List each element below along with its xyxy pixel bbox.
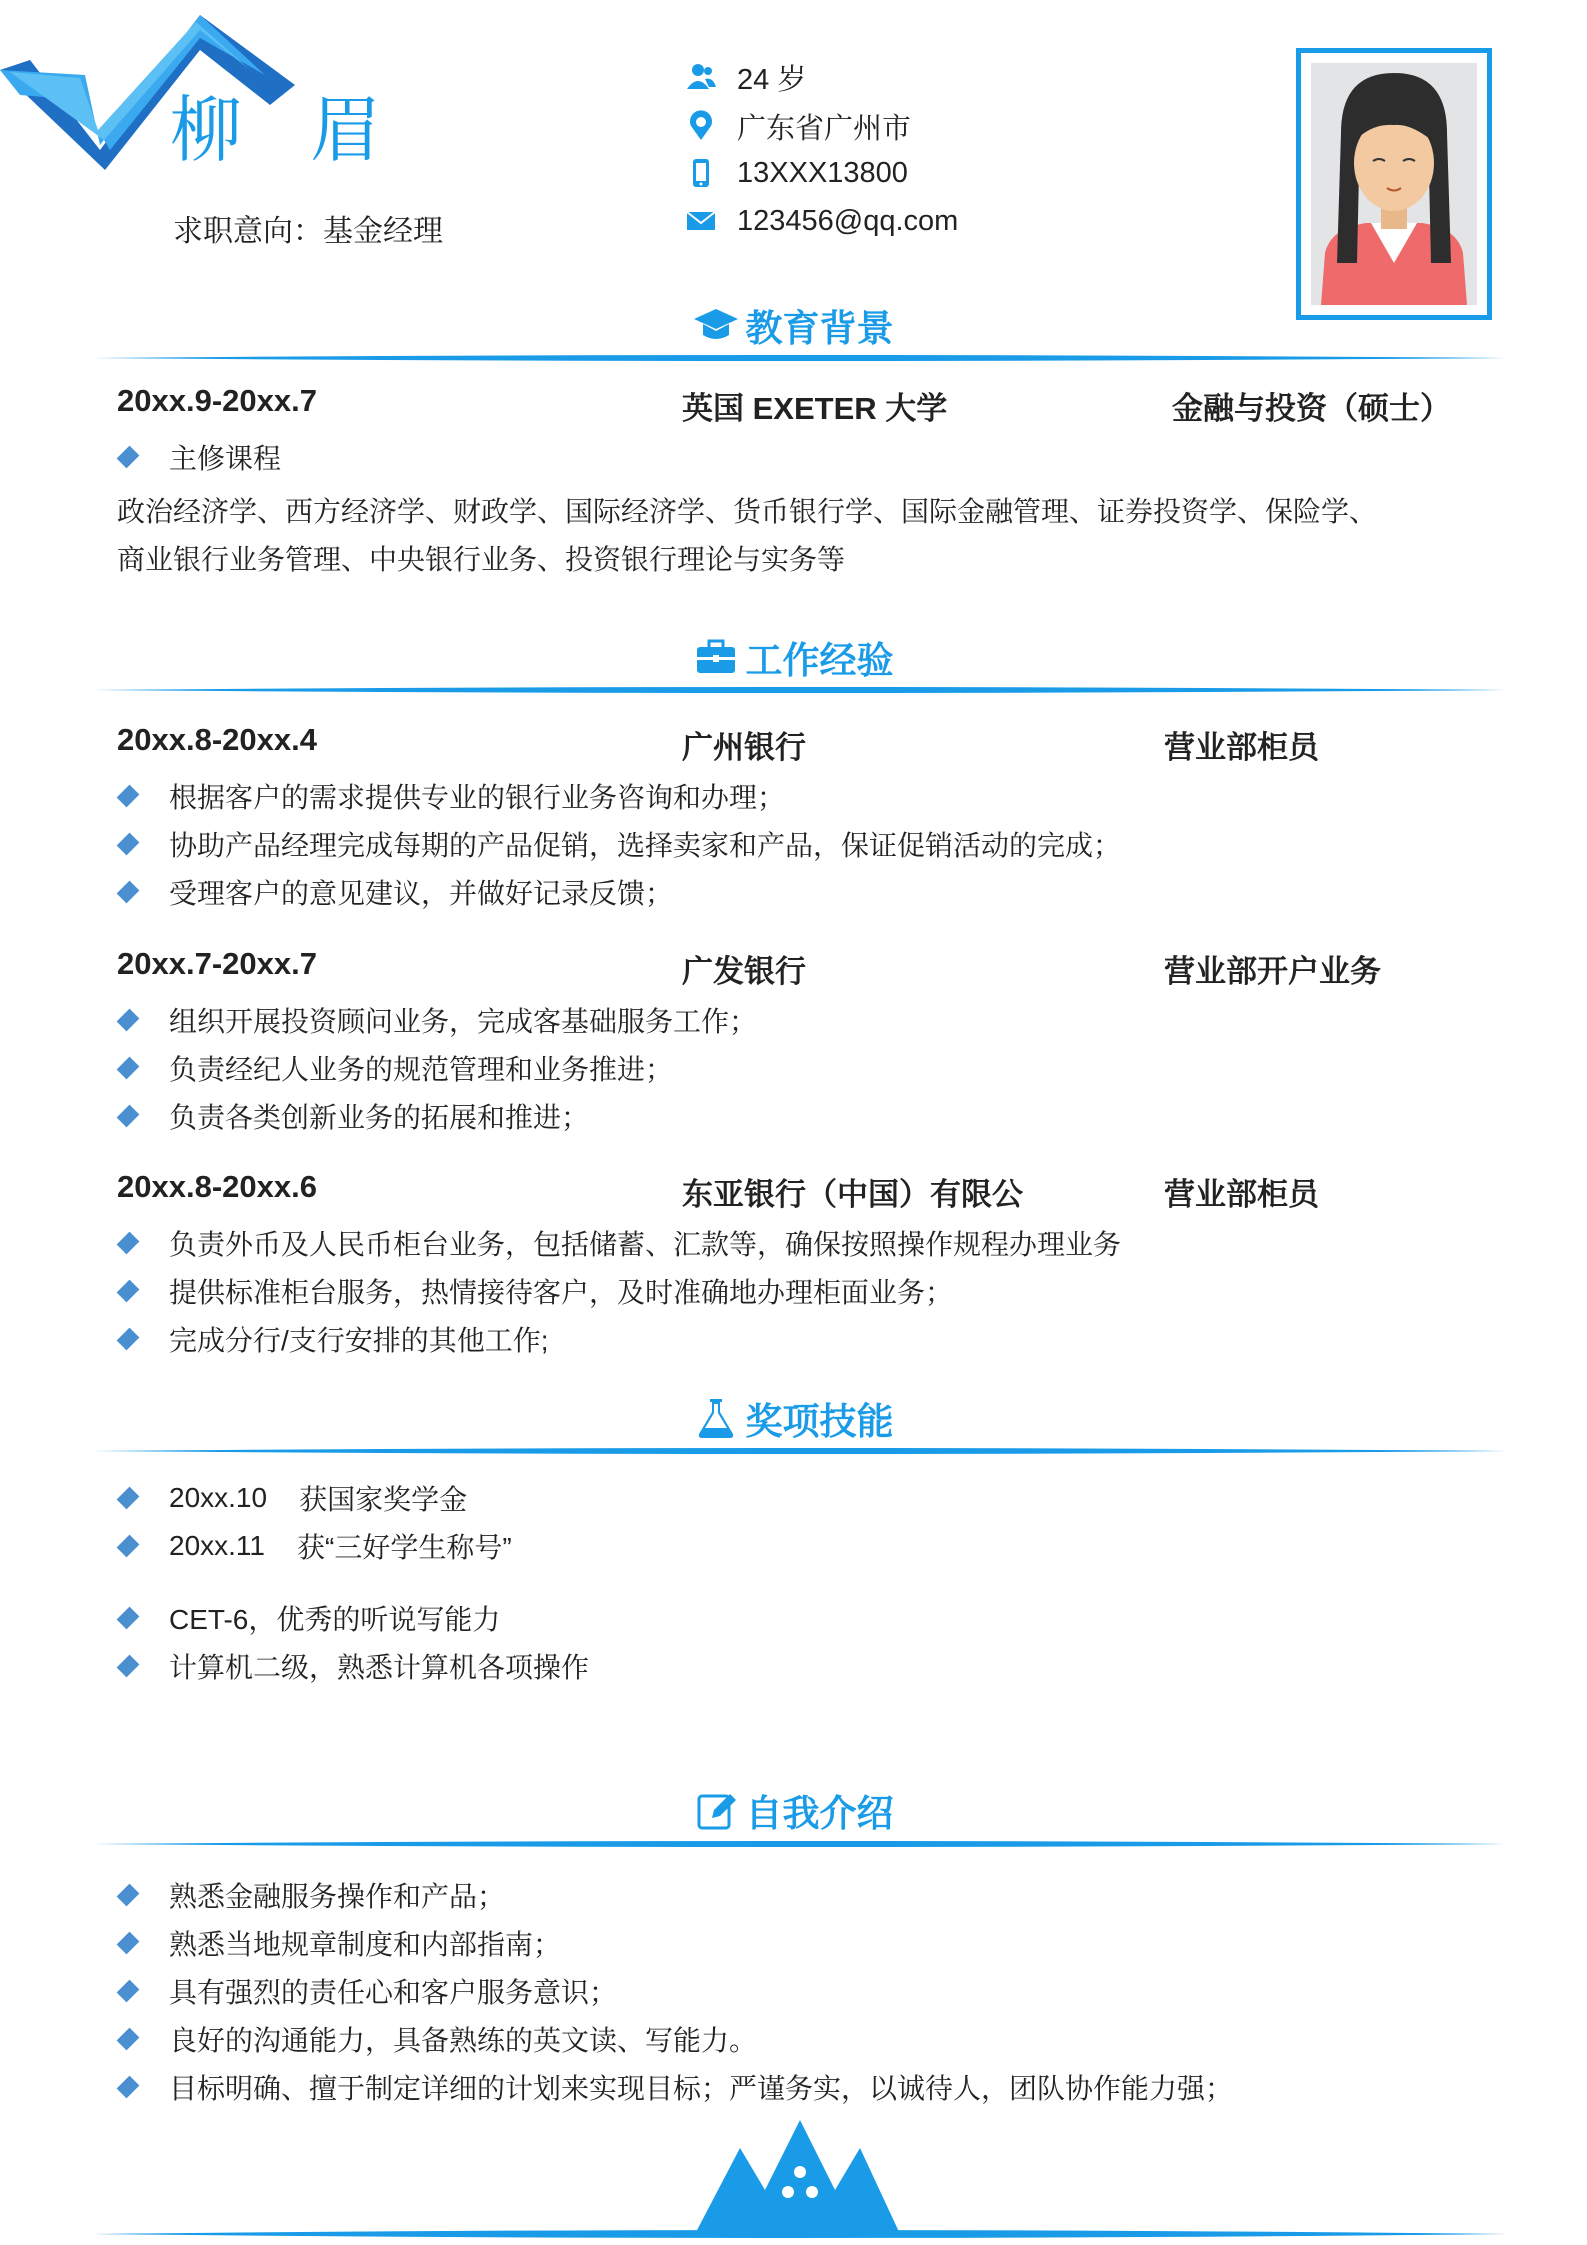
contact-email-text: 123456@qq.com [737, 204, 959, 237]
job-row [117, 946, 1497, 990]
award-date: 20xx.10 [169, 1482, 268, 1513]
award-text: 获“三好学生称号” [297, 1532, 512, 1563]
diamond-bullet-icon [117, 1280, 140, 1303]
diamond-bullet-icon [117, 2076, 140, 2099]
footer-mountains [0, 2100, 1587, 2245]
job-period: 20xx.8-20xx.6 [117, 1169, 317, 1204]
job-intent [173, 206, 443, 250]
job-duty: 负责经纪人业务的规范管理和业务推进； [169, 1054, 674, 1085]
user-icon [685, 61, 717, 93]
list-item [117, 1644, 589, 1688]
job-role: 营业部开户业务 [1164, 954, 1381, 989]
diamond-bullet-icon [117, 446, 140, 469]
self-intro-text: 熟悉当地规章制度和内部指南； [169, 1929, 562, 1960]
section-divider [92, 354, 1507, 362]
diamond-bullet-icon [117, 1932, 140, 1955]
job-row [117, 1169, 1497, 1213]
avatar-illustration [1311, 63, 1477, 305]
list-item [117, 1921, 561, 1965]
job-company: 广发银行 [682, 954, 806, 989]
profile-photo [1296, 48, 1492, 320]
diamond-bullet-icon [117, 2028, 140, 2051]
briefcase-icon [694, 635, 738, 679]
flask-icon [694, 1396, 738, 1440]
job-duty: 负责外币及人民币柜台业务，包括储蓄、汇款等，确保按照操作规程办理业务 [169, 1229, 1122, 1260]
phone-icon [685, 157, 717, 189]
job-company: 东亚银行（中国）有限公 [682, 1177, 1023, 1212]
list-item [117, 1873, 505, 1917]
diamond-bullet-icon [117, 1232, 140, 1255]
diamond-bullet-icon [117, 1105, 140, 1128]
contact-phone [685, 151, 908, 195]
list-item [117, 1969, 617, 2013]
list-item [117, 1094, 589, 1138]
diamond-bullet-icon [117, 1009, 140, 1032]
job-period: 20xx.8-20xx.4 [117, 722, 317, 757]
list-item [117, 1269, 953, 1313]
contact-location-text: 广东省广州市 [737, 112, 912, 145]
diamond-bullet-icon [117, 1607, 140, 1630]
section-title-awards [0, 1393, 1587, 1443]
self-intro-text: 良好的沟通能力，具备熟练的英文读、写能力。 [169, 2025, 758, 2056]
job-company: 广州银行 [682, 730, 806, 765]
list-item [117, 435, 281, 479]
list-item [117, 2017, 757, 2061]
diamond-bullet-icon [117, 1328, 140, 1351]
education-major: 金融与投资（硕士） [1172, 391, 1451, 426]
job-duty: 负责各类创新业务的拓展和推进； [169, 1102, 590, 1133]
self-intro-text: 目标明确、擅于制定详细的计划来实现目标；严谨务实，以诚待人，团队协作能力强； [169, 2073, 1234, 2104]
section-divider [92, 686, 1507, 694]
section-title-self-intro [0, 1785, 1587, 1835]
contact-phone-text: 13XXX13800 [737, 156, 908, 189]
skill-text: CET-6，优秀的听说写能力 [169, 1604, 501, 1635]
section-title-education [0, 300, 1587, 350]
courses-label: 主修课程 [169, 443, 282, 474]
education-school: 英国 EXETER 大学 [682, 391, 948, 426]
list-item [117, 822, 1121, 866]
job-duty: 受理客户的意见建议，并做好记录反馈； [169, 878, 674, 909]
job-duty: 提供标准柜台服务，热情接待客户，及时准确地办理柜面业务； [169, 1277, 954, 1308]
job-duty: 完成分行/支行安排的其他工作; [169, 1325, 549, 1356]
diamond-bullet-icon [117, 833, 140, 856]
graduation-cap-icon [694, 303, 738, 347]
mail-icon [685, 205, 717, 237]
contact-location [685, 104, 911, 148]
section-title-work [0, 632, 1587, 682]
diamond-bullet-icon [117, 785, 140, 808]
self-intro-text: 具有强烈的责任心和客户服务意识； [169, 1977, 618, 2008]
location-icon [685, 110, 717, 142]
list-item [117, 1046, 673, 1090]
education-period: 20xx.9-20xx.7 [117, 383, 317, 418]
diamond-bullet-icon [117, 1655, 140, 1678]
courses-line-1: 政治经济学、西方经济学、财政学、国际经济学、货币银行学、国际金融管理、证券投资学、保险学、 [117, 496, 1378, 527]
edit-icon [694, 1788, 738, 1832]
education-row [117, 383, 1497, 427]
skill-text: 计算机二级，熟悉计算机各项操作 [169, 1652, 590, 1683]
job-period: 20xx.7-20xx.7 [117, 946, 317, 981]
candidate-name: 柳 眉 [170, 91, 407, 171]
job-intent-label: 求职意向： [173, 215, 323, 248]
diamond-bullet-icon [117, 1487, 140, 1510]
section-divider [92, 1447, 1507, 1455]
list-item [117, 1221, 1121, 1265]
work-title: 工作经验 [745, 640, 894, 681]
award-text: 获国家奖学金 [299, 1484, 468, 1515]
list-item [117, 1317, 549, 1361]
list-item [117, 1476, 467, 1520]
contact-email [685, 199, 958, 243]
list-item [117, 870, 673, 914]
job-duty: 根据客户的需求提供专业的银行业务咨询和办理； [169, 782, 786, 813]
contact-age [685, 55, 806, 99]
job-row [117, 722, 1497, 766]
award-date: 20xx.11 [169, 1530, 265, 1561]
job-duty: 组织开展投资顾问业务，完成客基础服务工作； [169, 1006, 758, 1037]
awards-title: 奖项技能 [745, 1401, 894, 1442]
contact-age-text: 24 岁 [737, 63, 807, 96]
list-item [117, 1596, 500, 1640]
diamond-bullet-icon [117, 1884, 140, 1907]
job-role: 营业部柜员 [1164, 1177, 1319, 1212]
job-intent-value: 基金经理 [323, 215, 443, 248]
self-intro-title: 自我介绍 [745, 1793, 894, 1834]
job-role: 营业部柜员 [1164, 730, 1319, 765]
list-item [117, 998, 757, 1042]
diamond-bullet-icon [117, 1535, 140, 1558]
list-item [117, 774, 785, 818]
diamond-bullet-icon [117, 1057, 140, 1080]
self-intro-text: 熟悉金融服务操作和产品； [169, 1881, 506, 1912]
education-title: 教育背景 [745, 308, 894, 349]
courses-line-2: 商业银行业务管理、中央银行业务、投资银行理论与实务等 [117, 544, 846, 575]
list-item [117, 1524, 512, 1568]
section-divider [92, 1840, 1507, 1848]
job-duty: 协助产品经理完成每期的产品促销，选择卖家和产品，保证促销活动的完成； [169, 830, 1122, 861]
diamond-bullet-icon [117, 1980, 140, 2003]
diamond-bullet-icon [117, 881, 140, 904]
